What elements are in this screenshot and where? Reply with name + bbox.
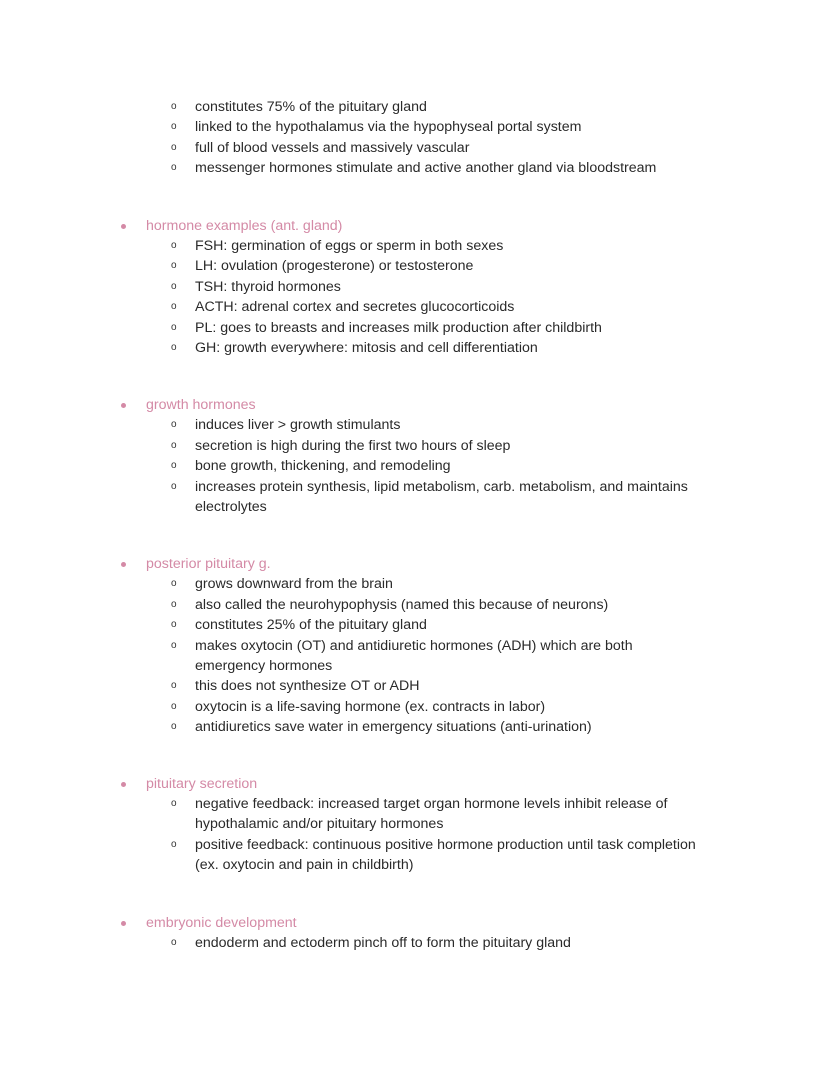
section-bullet xyxy=(121,224,126,229)
list-item: also called the neurohypophysis (named this because of neurons) xyxy=(195,596,609,613)
list-item: induces liver > growth stimulants xyxy=(195,417,401,434)
list-item-continuation: emergency hormones xyxy=(195,658,333,674)
section-heading: hormone examples (ant. gland) xyxy=(146,217,343,234)
section-bullet xyxy=(121,921,126,926)
sub-bullet: o xyxy=(171,239,177,251)
list-item: PL: goes to breasts and increases milk production after childbirth xyxy=(195,319,602,336)
list-item: full of blood vessels and massively vascular xyxy=(195,139,470,156)
list-item: oxytocin is a life-saving hormone (ex. contracts in labor) xyxy=(195,698,546,715)
sub-bullet: o xyxy=(171,101,177,112)
sub-bullet: o xyxy=(171,260,177,272)
sub-bullet: o xyxy=(171,838,177,850)
list-item-continuation: electrolytes xyxy=(195,499,267,515)
section-bullet xyxy=(121,782,126,787)
sub-bullet: o xyxy=(171,301,177,313)
sub-bullet: o xyxy=(171,460,177,472)
list-item: messenger hormones stimulate and active another gland via bloodstream xyxy=(195,160,657,177)
sub-bullet: o xyxy=(171,639,177,651)
list-item: makes oxytocin (OT) and antidiuretic hormones (ADH) which are both xyxy=(195,637,633,654)
section-bullet xyxy=(121,562,126,567)
list-item: secretion is high during the first two hours of sleep xyxy=(195,437,511,454)
sub-bullet: o xyxy=(171,700,177,712)
sub-bullet: o xyxy=(171,578,177,590)
sub-bullet: o xyxy=(171,341,177,353)
sub-bullet: o xyxy=(171,619,177,631)
list-item-continuation: (ex. oxytocin and pain in childbirth) xyxy=(195,857,414,874)
sub-bullet: o xyxy=(171,280,177,292)
list-item: this does not synthesize OT or ADH xyxy=(195,678,420,695)
list-item: grows downward from the brain xyxy=(195,576,393,593)
section-heading: pituitary secretion xyxy=(146,775,258,792)
section-heading: growth hormones xyxy=(146,397,256,413)
sub-bullet: o xyxy=(171,936,177,948)
sub-bullet: o xyxy=(171,721,177,733)
list-item: GH: growth everywhere: mitosis and cell differentiation xyxy=(195,339,538,356)
list-item: ACTH: adrenal cortex and secretes glucocorticoids xyxy=(195,299,515,316)
list-item: constitutes 75% of the pituitary gland xyxy=(195,99,427,115)
list-item: linked to the hypothalamus via the hypophyseal portal system xyxy=(195,119,582,136)
list-item: bone growth, thickening, and remodeling xyxy=(195,458,451,475)
sub-bullet: o xyxy=(171,439,177,451)
list-item: increases protein synthesis, lipid metabolism, carb. metabolism, and maintains xyxy=(195,478,688,495)
list-item: constitutes 25% of the pituitary gland xyxy=(195,617,427,634)
sub-bullet: o xyxy=(171,141,177,153)
sub-bullet: o xyxy=(171,321,177,333)
sub-bullet: o xyxy=(171,480,177,492)
sub-bullet: o xyxy=(171,419,177,431)
list-item: FSH: germination of eggs or sperm in both sexes xyxy=(195,237,504,254)
section-heading: embryonic development xyxy=(146,914,297,931)
list-item: negative feedback: increased target organ hormone levels inhibit release of xyxy=(195,795,668,812)
sub-bullet: o xyxy=(171,598,177,610)
sub-bullet: o xyxy=(171,162,177,174)
list-item: TSH: thyroid hormones xyxy=(195,278,341,295)
sub-bullet: o xyxy=(171,121,177,133)
list-item-continuation: hypothalamic and/or pituitary hormones xyxy=(195,816,444,833)
sub-bullet: o xyxy=(171,797,177,809)
sub-bullet: o xyxy=(171,680,177,692)
list-item: positive feedback: continuous positive hormone production until task completion xyxy=(195,836,696,853)
section-bullet xyxy=(121,403,126,408)
list-item: LH: ovulation (progesterone) or testosterone xyxy=(195,258,474,275)
section-heading: posterior pituitary g. xyxy=(146,556,271,572)
list-item: antidiuretics save water in emergency situations (anti-urination) xyxy=(195,719,592,736)
list-item: endoderm and ectoderm pinch off to form the pituitary gland xyxy=(195,934,571,951)
